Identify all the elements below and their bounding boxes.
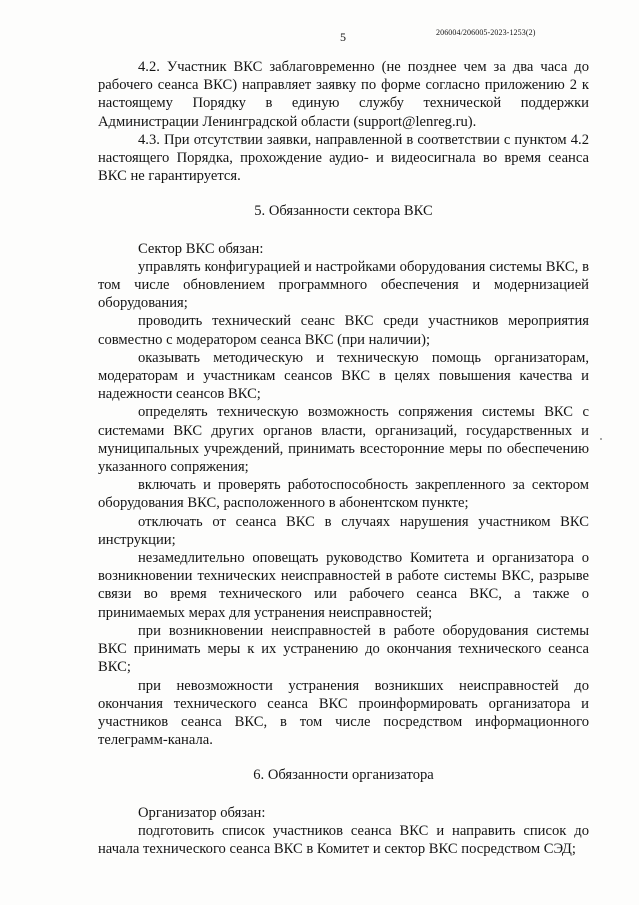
duty-interconnection: определять техническую возможность сопряжения системы ВКС с системами ВКС других органов власти, организаций, государственных и муниципальных учреждений, принимать всесторонние меры по обеспечению указанного сопряжения; bbox=[98, 404, 589, 476]
page-number: 5 bbox=[340, 30, 346, 44]
section-heading-6: 6. Обязанности организатора bbox=[253, 767, 434, 784]
duty-fix-faults: при возникновении неисправностей в работе оборудования системы ВКС принимать меры к их устранению до окончания технического сеанса ВКС; bbox=[98, 622, 589, 676]
section-heading-5: 5. Обязанности сектора ВКС bbox=[254, 203, 433, 220]
duty-check-equipment: включать и проверять работоспособность закрепленного за сектором оборудования ВКС, расположенного в абонентском пункте; bbox=[98, 477, 589, 512]
duty-disconnect: отключать от сеанса ВКС в случаях нарушения участником ВКС инструкции; bbox=[98, 513, 589, 548]
paragraph-sector-intro: Сектор ВКС обязан: bbox=[138, 240, 264, 257]
paragraph-4-2: 4.2. Участник ВКС заблаговременно (не позднее чем за два часа до рабочего сеанса ВКС) направляет заявку по форме согласно приложению 2 к настоящему Порядку в единую службу технической поддержки Администрации Ленинградской области (support@lenreg.ru). bbox=[98, 59, 589, 130]
document-reference-number: 206004/206005-2023-1253(2) bbox=[436, 28, 536, 37]
duty-methodical-help: оказывать методическую и техническую помощь организаторам, модераторам и участникам сеансов ВКС в целях повышения качества и надежности сеансов ВКС; bbox=[98, 349, 589, 403]
paragraph-organizer-intro: Организатор обязан: bbox=[138, 804, 266, 821]
duty-prepare-list: подготовить список участников сеанса ВКС и направить список до начала технического сеанса ВКС в Комитет и сектор ВКС посредством СЭД; bbox=[98, 822, 589, 857]
spacer bbox=[98, 785, 589, 804]
spacer bbox=[98, 221, 589, 240]
duty-technical-session: проводить технический сеанс ВКС среди участников мероприятия совместно с модератором сеанса ВКС (при наличии); bbox=[98, 313, 589, 348]
paragraph-4-3: 4.3. При отсутствии заявки, направленной в соответствии с пунктом 4.2 настоящего Порядка, прохождение аудио- и видеосигнала во время сеанса ВКС не гарантируется. bbox=[98, 131, 589, 185]
duty-configure-equipment: управлять конфигурацией и настройками оборудования системы ВКС, в том числе обновлением программного обеспечения и модернизацией оборудования; bbox=[98, 258, 589, 312]
spacer bbox=[98, 185, 589, 202]
spacer bbox=[98, 749, 589, 766]
duty-inform-participants: при невозможности устранения возникших неисправностей до окончания технического сеанса ВКС проинформировать организатора и участников сеанса ВКС, в том числе посредством информационного телеграмм-канала. bbox=[98, 677, 589, 749]
scan-speck bbox=[600, 438, 602, 440]
duty-notify-faults: незамедлительно оповещать руководство Комитета и организатора о возникновении технических неисправностей в работе системы ВКС, разрыве связи во время технического или рабочего сеанса ВКС, а также о принимаемых мерах для устранения неисправностей; bbox=[98, 550, 589, 621]
document-body bbox=[98, 58, 589, 858]
